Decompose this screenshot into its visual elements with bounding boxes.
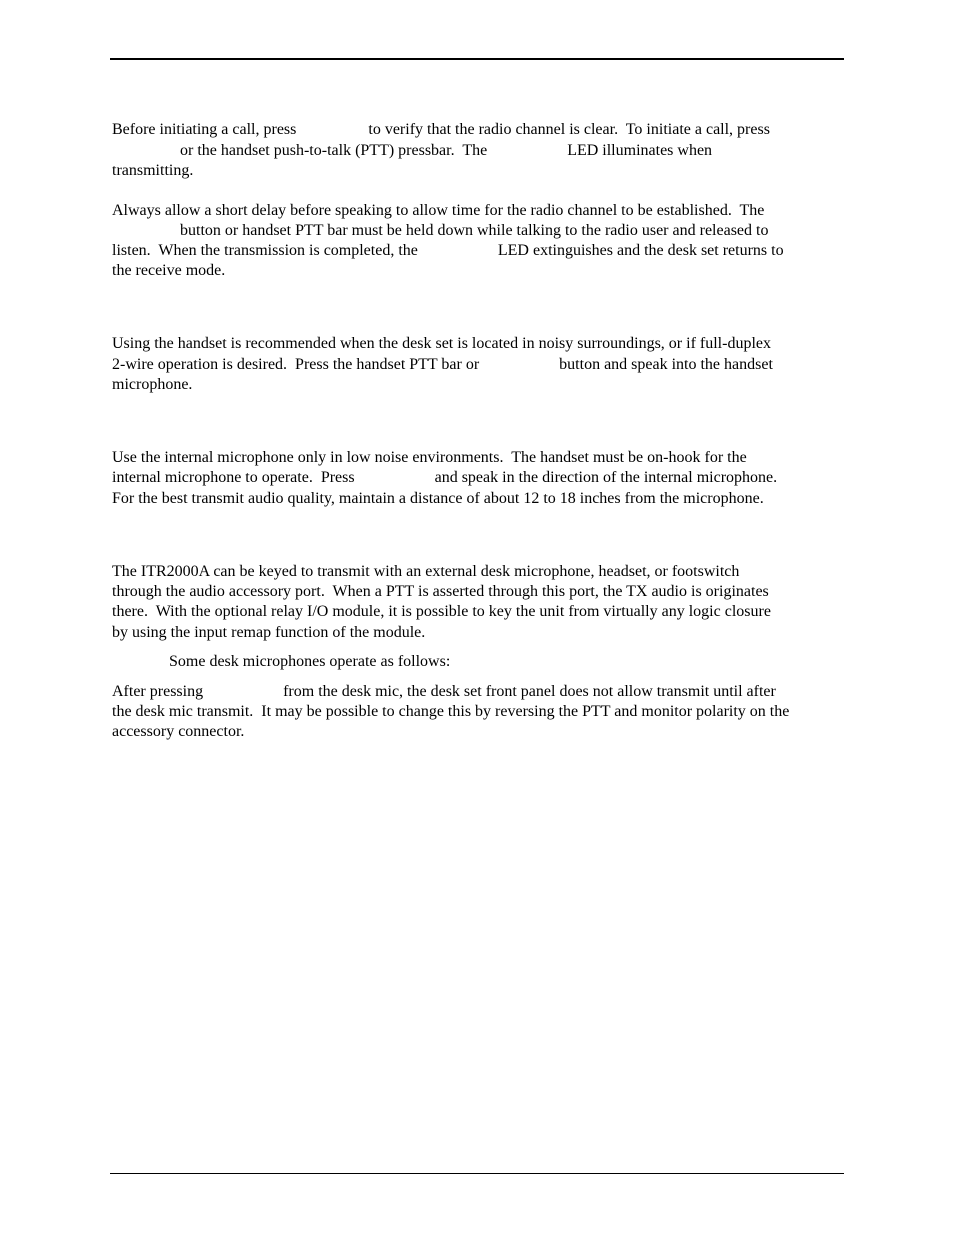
text-line: by using the input remap function of the module. xyxy=(112,624,426,641)
text-line: or the handset push-to-talk (PTT) pressbar. The LED illuminates when xyxy=(112,142,713,159)
text-line: microphone. xyxy=(112,376,193,393)
text-line: button or handset PTT bar must be held down while talking to the radio user and released to xyxy=(112,222,769,239)
text-line: accessory connector. xyxy=(112,723,245,740)
text-line: For the best transmit audio quality, maintain a distance of about 12 to 18 inches from the microphone. xyxy=(112,490,764,507)
footer-rule xyxy=(110,1173,844,1174)
text-line: Before initiating a call, press to verify that the radio channel is clear. To initiate a call, press xyxy=(112,121,770,138)
text-line: Always allow a short delay before speaking to allow time for the radio channel to be established. The xyxy=(112,202,765,219)
note-text: Some desk microphones operate as follows: xyxy=(169,653,451,670)
text-line: Use the internal microphone only in low noise environments. The handset must be on-hook for the xyxy=(112,449,747,466)
text-line: The ITR2000A can be keyed to transmit with an external desk microphone, headset, or footswitch xyxy=(112,563,740,580)
text-line: transmitting. xyxy=(112,162,194,179)
text-line: internal microphone to operate. Press and speak in the direction of the internal microphone. xyxy=(112,469,778,486)
text-line: the desk mic transmit. It may be possible to change this by reversing the PTT and monitor polarity on the xyxy=(112,703,790,720)
text-line: through the audio accessory port. When a PTT is asserted through this port, the TX audio is originates xyxy=(112,583,769,600)
text-line: 2-wire operation is desired. Press the handset PTT bar or button and speak into the handset xyxy=(112,356,773,373)
text-line: After pressing from the desk mic, the desk set front panel does not allow transmit until after xyxy=(112,683,776,700)
text-line: Using the handset is recommended when the desk set is located in noisy surroundings, or if full-duplex xyxy=(112,335,771,352)
text-line: the receive mode. xyxy=(112,262,226,279)
header-rule xyxy=(110,58,844,60)
text-line: listen. When the transmission is completed, the LED extinguishes and the desk set returns to xyxy=(112,242,784,259)
text-line: there. With the optional relay I/O module, it is possible to key the unit from virtually any logic closure xyxy=(112,603,771,620)
